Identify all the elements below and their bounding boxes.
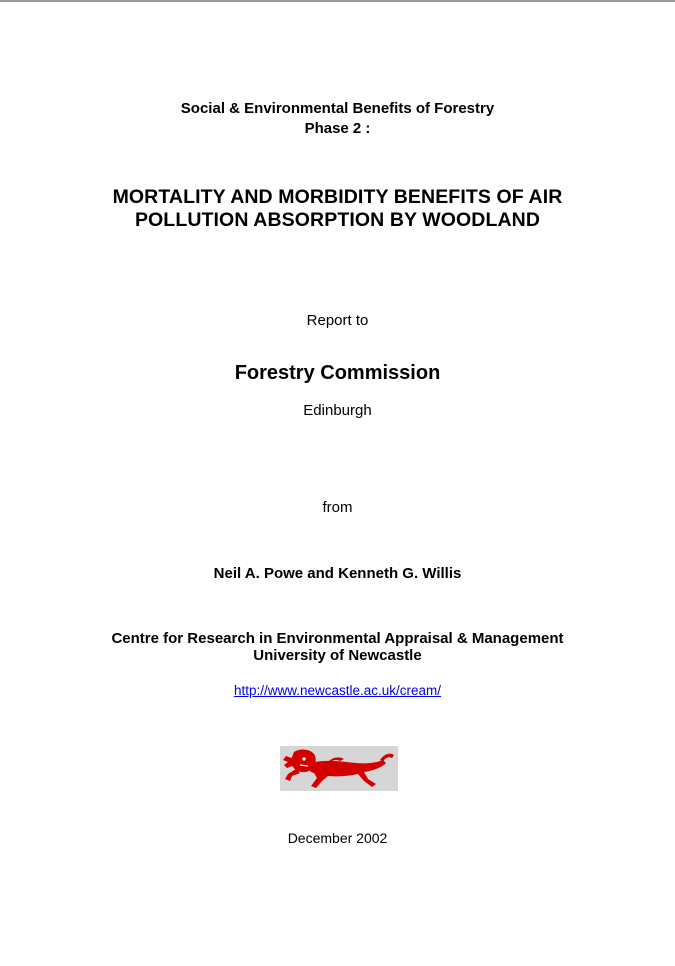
report-date: December 2002 [287,830,388,846]
top-border [0,0,675,2]
institution-line2: University of Newcastle [253,647,422,664]
report-title-line1: MORTALITY AND MORBIDITY BENEFITS OF AIR [112,186,563,208]
cream-website-link[interactable]: http://www.newcastle.ac.uk/cream/ [233,683,442,698]
series-title-line1: Social & Environmental Benefits of Forestry [180,100,495,117]
client-name: Forestry Commission [234,362,441,384]
red-lion-logo [280,746,398,791]
authors: Neil A. Powe and Kenneth G. Willis [213,565,462,582]
report-title-line2: POLLUTION ABSORPTION BY WOODLAND [134,209,541,231]
lion-icon [280,746,398,791]
report-to-label: Report to [306,312,369,329]
client-location: Edinburgh [303,402,372,419]
url-row [0,682,675,700]
institution-line1: Centre for Research in Environmental Appraisal & Management [111,630,564,647]
series-title-line2: Phase 2 : [304,120,371,137]
from-label: from [322,499,353,516]
